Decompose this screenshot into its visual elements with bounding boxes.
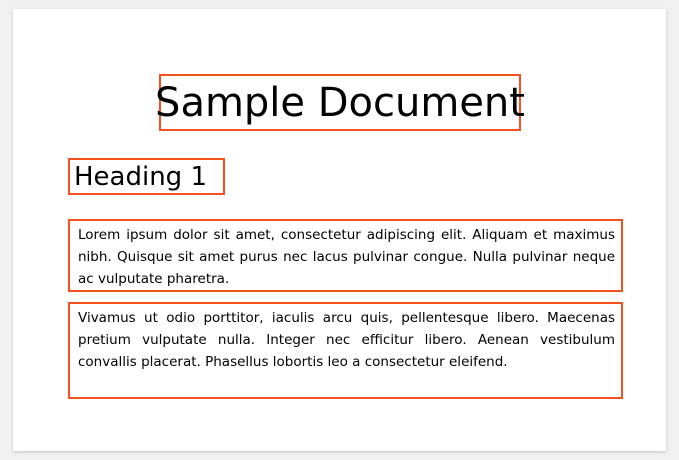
body-paragraph: Lorem ipsum dolor sit amet, consectetur adipiscing elit. Aliquam et maximus nibh. Quisque sit amet purus nec lacus pulvinar congue. Nulla pulvinar neque ac vulputate pharetra. xyxy=(68,219,623,292)
body-paragraph: Vivamus ut odio porttitor, iaculis arcu quis, pellentesque libero. Maecenas pretium vulputate nulla. Integer nec efficitur libero. Aenean vestibulum convallis placerat. Phasellus lobortis leo a consectetur eleifend. xyxy=(68,302,623,399)
section-heading: Heading 1 xyxy=(68,158,225,195)
page-title: Sample Document xyxy=(159,74,521,131)
document-page xyxy=(13,9,666,451)
